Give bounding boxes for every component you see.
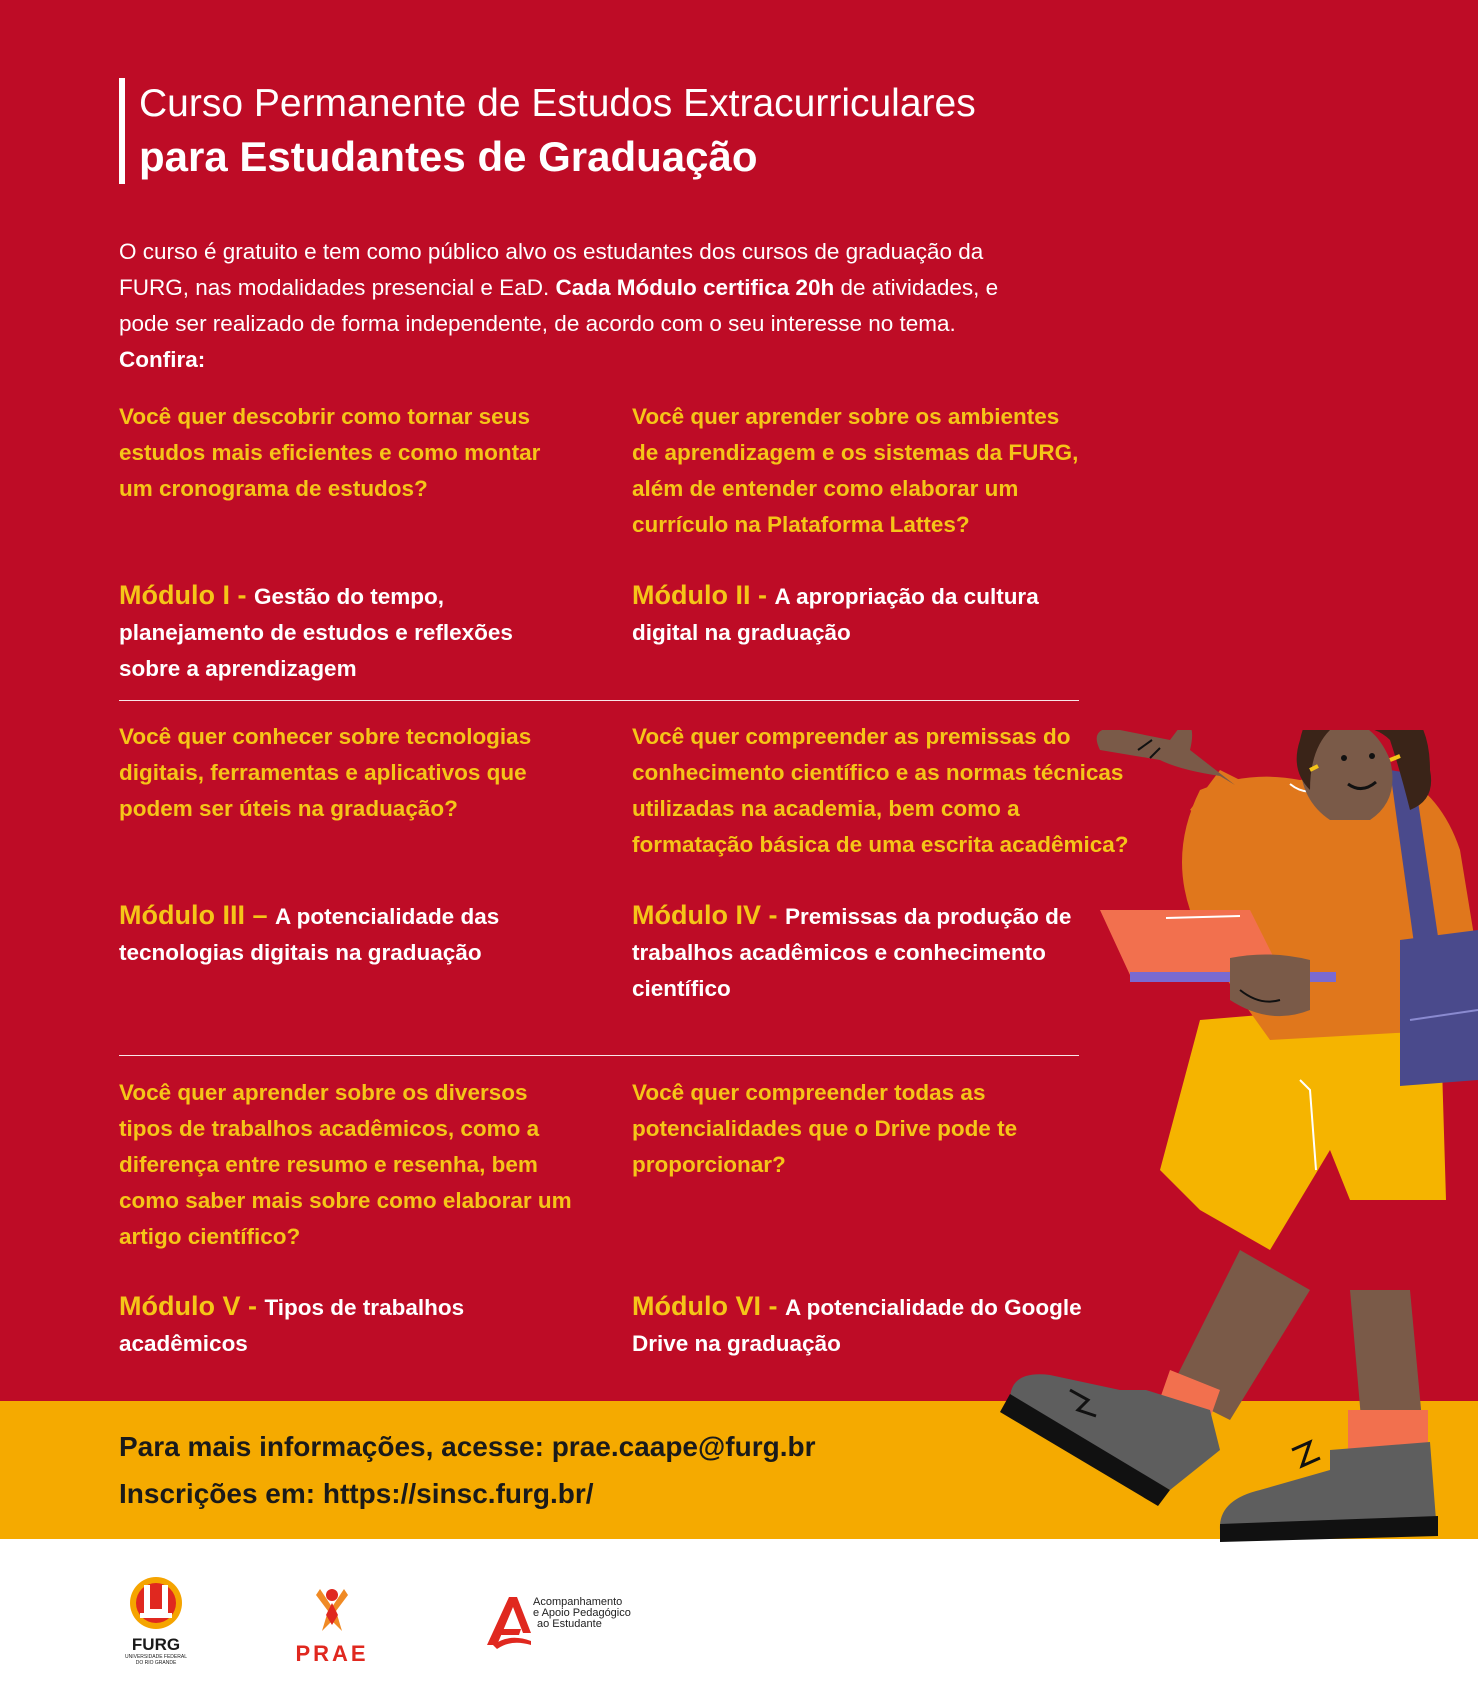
module-1-name: Módulo I - [119,580,254,610]
back-shoe [1220,1442,1436,1530]
prae-logo [292,1585,372,1665]
caape-line-2: e Apoio Pedagógico [533,1607,631,1619]
caape-logo [483,1593,653,1653]
module-1-title [119,577,579,687]
caape-line-1: Acompanhamento [533,1596,623,1608]
signup-url-link[interactable]: https://sinsc.furg.br/ [322,1478,594,1509]
contact-email-link[interactable]: prae.caape@furg.br [551,1431,816,1462]
intro-paragraph [119,234,999,378]
footer [0,1539,1478,1703]
title-line-2: para Estudantes de Graduação [139,133,758,180]
intro-text-2: de atividades, e pode ser realizado de forma independente, de acordo com o seu interesse no tema. [119,275,999,336]
module-2-question: Você quer aprender sobre os ambientes de aprendizagem e os sistemas da FURG, além de entender como elaborar um currículo na Plataforma Lattes? [632,404,1079,537]
caape-line-3: ao Estudante [537,1618,602,1630]
furg-logo-subtitle-1: UNIVERSIDADE FEDERAL [125,1654,187,1660]
holding-hand [1230,954,1310,1016]
title-line-1: Curso Permanente de Estudos Extracurriculares [139,82,976,125]
intro-text-1: O curso é gratuito e tem como público alvo os estudantes dos cursos de graduação da FURG, nas modalidades presencial e EaD. [119,239,984,300]
raised-hand [1097,730,1235,785]
intro-bold-2: Confira: [119,347,206,372]
module-5-card [119,1075,579,1255]
prae-figure-icon [292,1585,372,1637]
module-2-description: A apropriação da cultura digital na graduação [632,584,1039,645]
furg-logo [122,1575,190,1665]
back-shoe-lace-icon [1292,1442,1320,1466]
furg-logo-text: FURG [131,1635,181,1654]
module-5-description: Tipos de trabalhos acadêmicos [119,1295,465,1356]
module-1-card [119,399,579,507]
signup-line [119,1474,594,1514]
module-5-title [119,1288,579,1362]
module-3-description: A potencialidade das tecnologias digitais na graduação [119,904,500,965]
module-3-name: Módulo III – [119,900,275,930]
module-1-description: Gestão do tempo, planejamento de estudos e reflexões sobre a aprendizagem [119,584,513,681]
module-3-question: Você quer conhecer sobre tecnologias digitais, ferramentas e aplicativos que podem ser úteis na graduação? [119,724,532,821]
module-2-name: Módulo II - [632,580,775,610]
module-3-card [119,719,579,827]
module-2-title [632,577,1082,651]
intro-bold-1: Cada Módulo certifica 20h [555,275,835,300]
prae-logo-text: PRAE [295,1641,369,1666]
right-eye [1369,753,1375,759]
page-title [119,78,999,184]
caape-a-icon [483,1593,535,1651]
left-eye [1341,755,1347,761]
back-leg [1350,1290,1422,1430]
module-6-name: Módulo VI - [632,1291,785,1321]
divider-1 [119,700,1079,701]
furg-logo-subtitle-2: DO RIO GRANDE [135,1660,177,1666]
signup-label: Inscrições em: [119,1478,323,1509]
module-6-description: A potencialidade do Google Drive na graduação [632,1295,1082,1356]
student-illustration [970,730,1478,1560]
module-1-question: Você quer descobrir como tornar seus estudos mais eficientes e como montar um cronograma de estudos? [119,404,541,501]
module-3-title [119,897,579,971]
module-4-question: Você quer compreender as premissas do conhecimento científico e as normas técnicas utilizadas na academia, bem como a formatação básica de uma escrita acadêmica? [632,724,1129,857]
module-2-card [632,399,1082,543]
module-6-question: Você quer compreender todas as potencialidades que o Drive pode te proporcionar? [632,1080,1018,1177]
module-5-question: Você quer aprender sobre os diversos tipos de trabalhos acadêmicos, como a diferença entre resumo e resenha, bem como saber mais sobre como elaborar um artigo científico? [119,1080,572,1249]
divider-2 [119,1055,1079,1056]
furg-emblem-icon [122,1575,190,1631]
bag [1400,930,1478,1086]
module-5-name: Módulo V - [119,1291,265,1321]
more-info-label: Para mais informações, acesse: [119,1431,552,1462]
module-4-name: Módulo IV - [632,900,785,930]
more-info-line [119,1427,816,1467]
module-4-description: Premissas da produção de trabalhos acadêmicos e conhecimento científico [632,904,1072,1001]
